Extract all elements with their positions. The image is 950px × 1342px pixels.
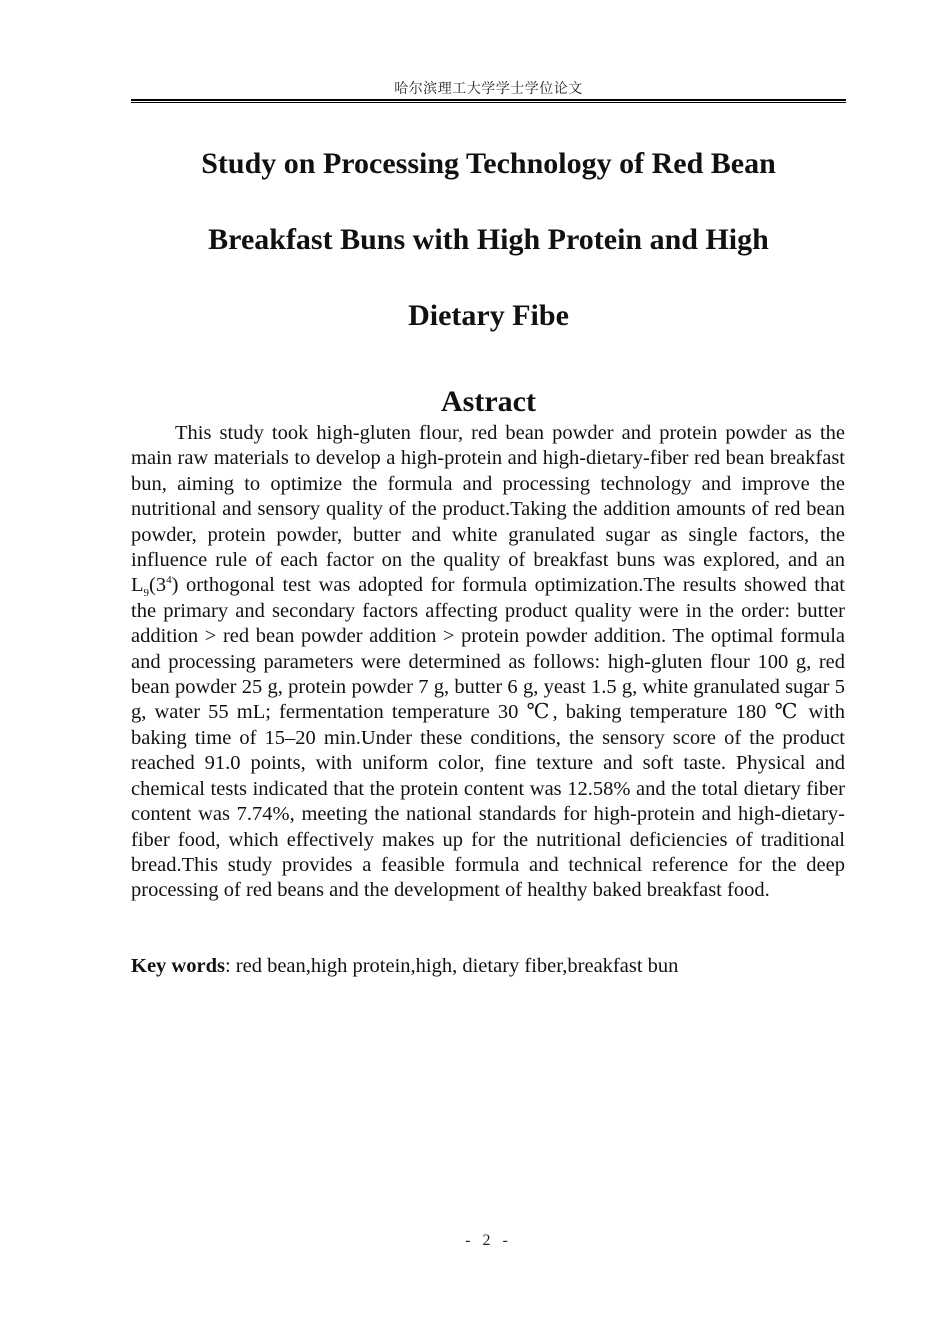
- paper-title-line-3: Dietary Fibe: [408, 299, 569, 332]
- keywords: [131, 954, 845, 979]
- paper-title-line-1: Study on Processing Technology of Red Bean: [201, 147, 776, 180]
- abstract-text-part-2: orthogonal test was adopted for formula optimization.The results showed that the primary and secondary factors affecting product quality were in the order: butter addition > red bean powder addition > protein powder addition. The optimal formula and processing parameters were determined as follows: high-gluten flour 100 g, red bean powder 25 g, protein powder 7 g, butter 6 g, yeast 1.5 g, white granulated sugar 5 g, water 55 mL; fermentation temperature 30 ℃, baking temperature 180 ℃ with baking time of 15–20 min.Under these conditions, the sensory score of the product reached 91.0 points, with uniform color, fine texture and soft taste. Physical and chemical tests indicated that the protein content was 12.58% and the total dietary fiber content was 7.74%, meeting the national standards for high-protein and high-dietary-fiber food, which effectively makes up for the nutritional deficiencies of traditional bread.This study provides a feasible formula and technical reference for the deep processing of red beans and the development of healthy baked breakfast food.: [131, 574, 845, 902]
- keywords-separator: :: [224, 955, 236, 977]
- keywords-text: red bean,high protein,high, dietary fiber,breakfast bun: [235, 955, 679, 977]
- paper-title-line-2: Breakfast Buns with High Protein and High: [208, 223, 769, 256]
- keywords-label: Key words: [131, 955, 225, 977]
- paper-title: [131, 126, 846, 354]
- orthogonal-design-base: (3: [149, 574, 167, 597]
- running-header: 哈尔滨理工大学学士学位论文: [394, 82, 583, 97]
- orthogonal-design-subscript: 9: [143, 587, 150, 600]
- orthogonal-design-superscript: 4: [166, 574, 172, 587]
- page-number: - 2 -: [465, 1232, 512, 1249]
- abstract-body: [131, 421, 845, 904]
- abstract-heading: Astract: [441, 385, 536, 418]
- abstract-text-part-1: This study took high-gluten flour, red bean powder and protein powder as the main raw materials to develop a high-protein and high-dietary-fiber red bean breakfast bun, aiming to optimize the formula and processing technology and improve the nutritional and sensory quality of the product.Taking the addition amounts of red bean powder, protein powder, butter and white granulated sugar as single factors, the influence rule of each factor on the quality of breakfast buns was explored, and an L: [131, 422, 845, 597]
- header-rule: [131, 99, 846, 103]
- orthogonal-design-close: ): [171, 574, 179, 597]
